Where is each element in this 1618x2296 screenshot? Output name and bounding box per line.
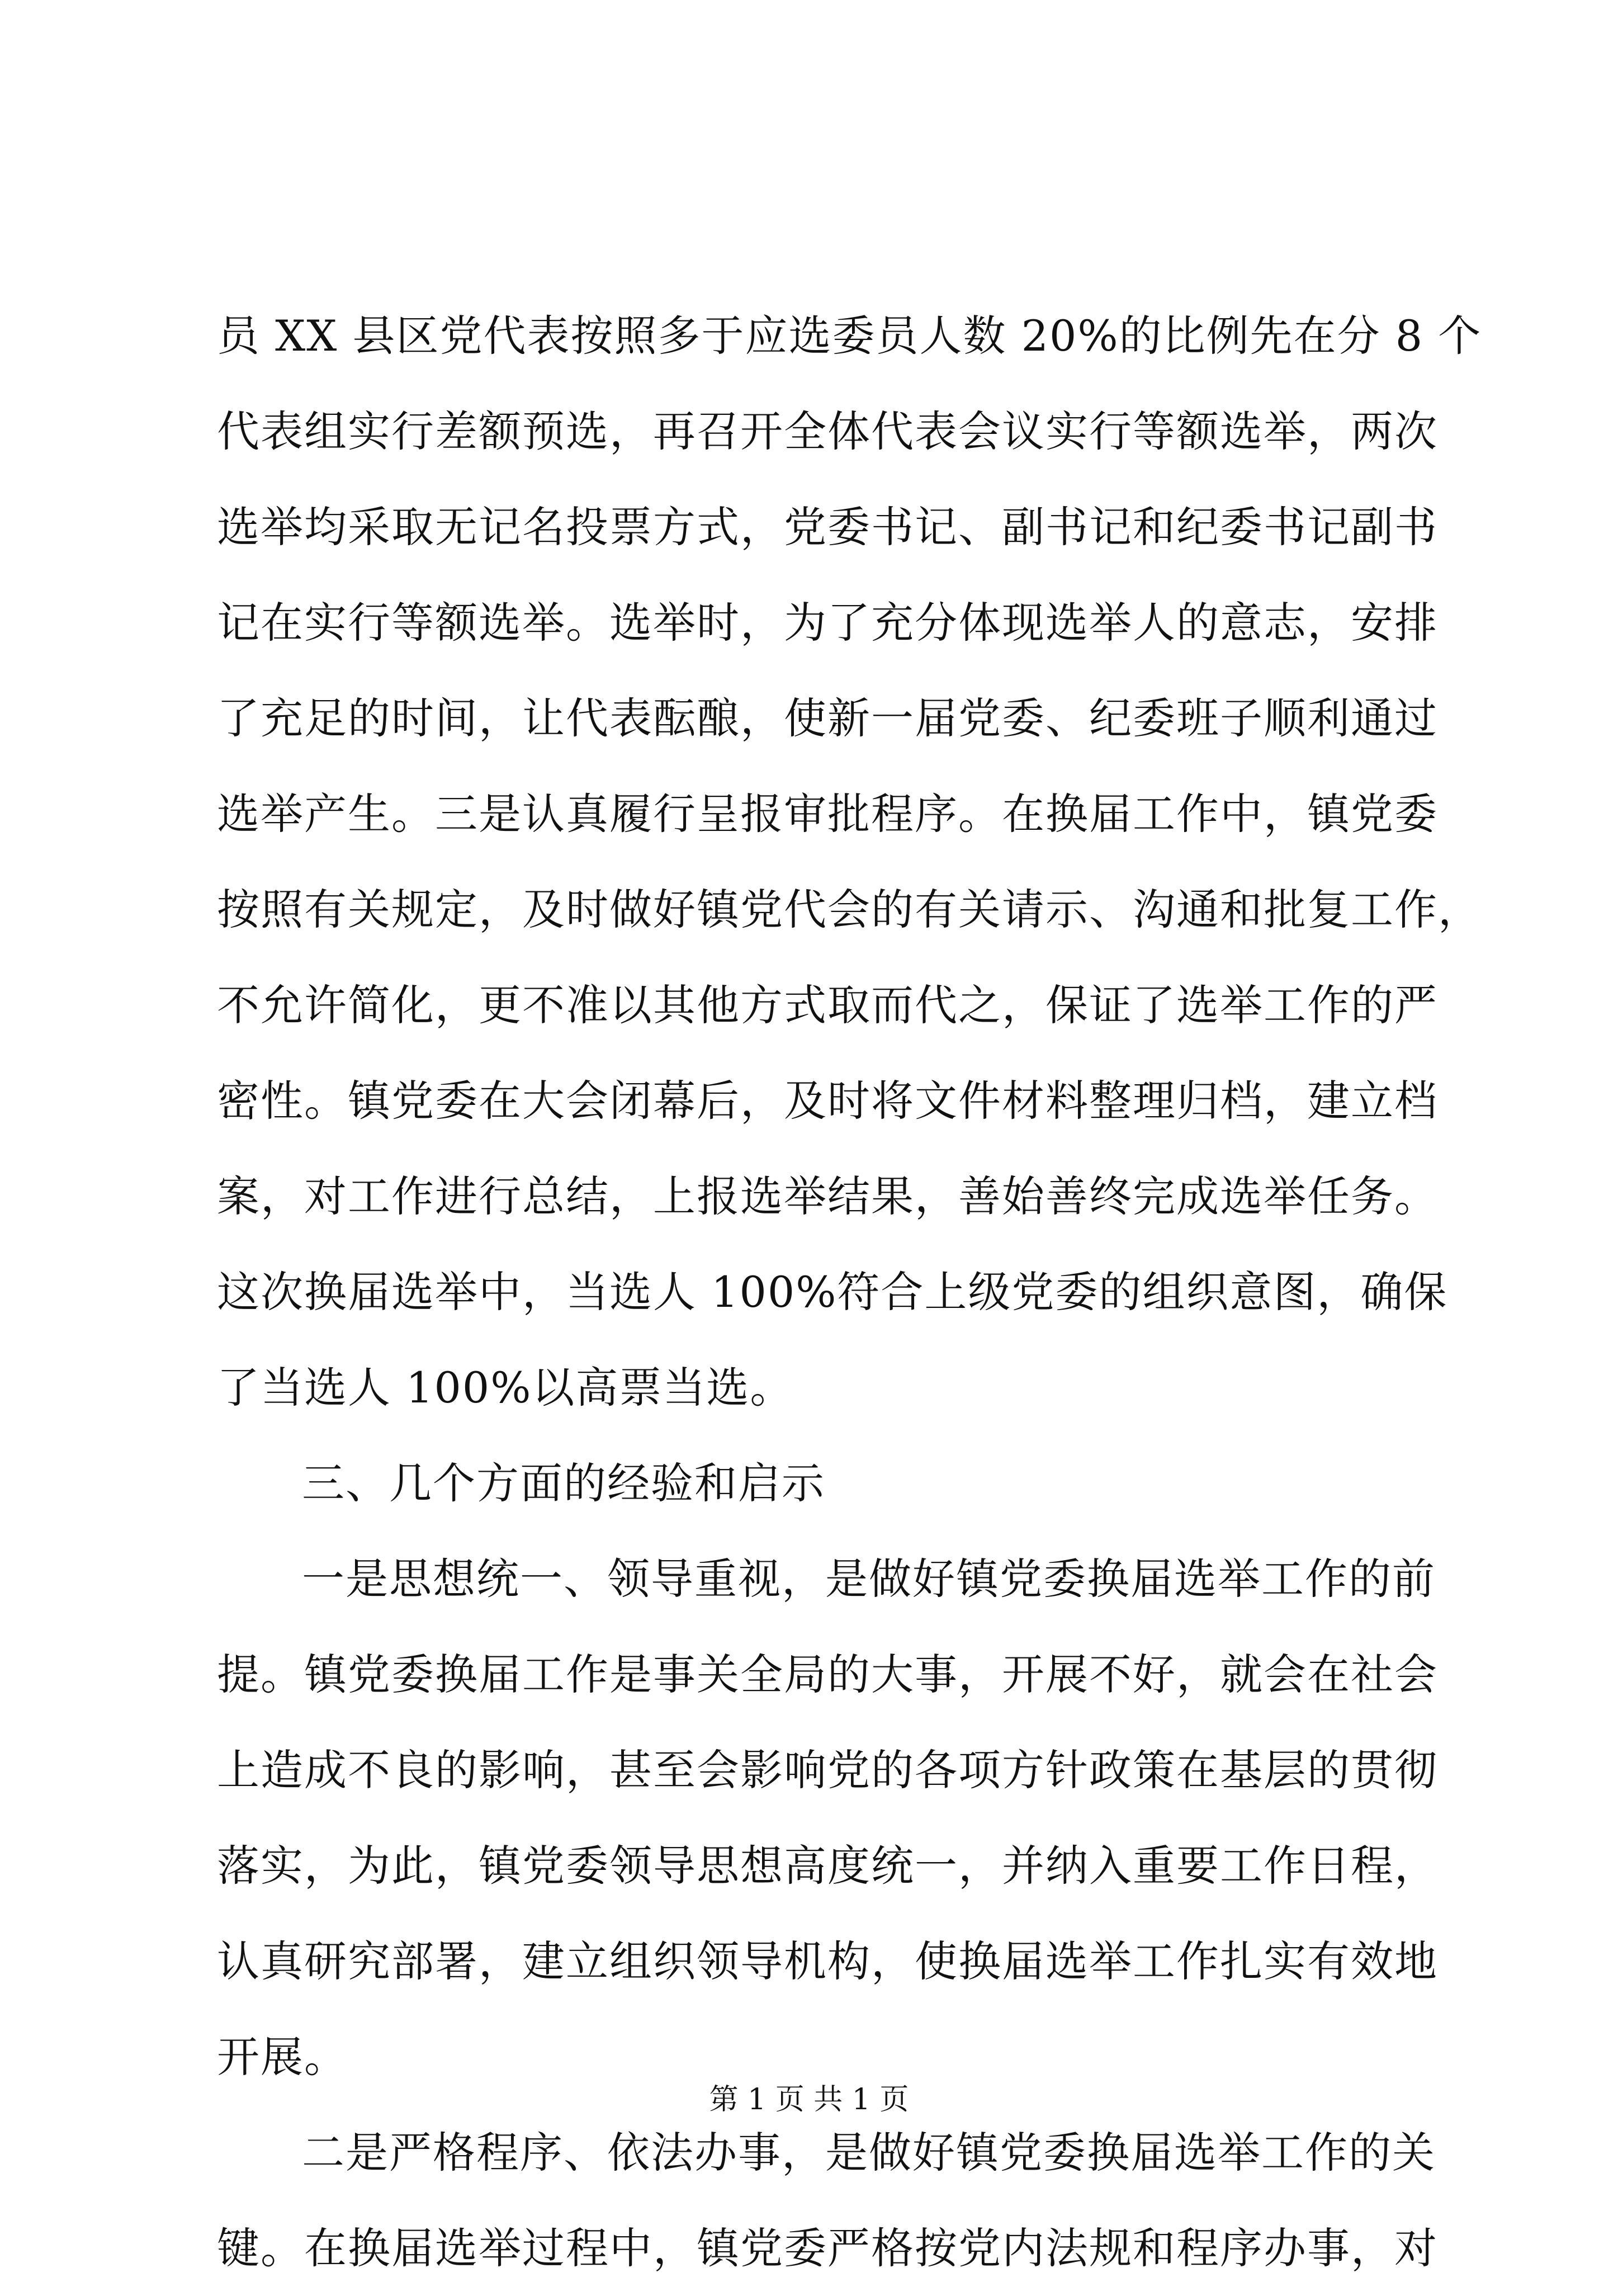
text-line: 员 XX 县区党代表按照多于应选委员人数 20%的比例先在分 8 个 — [217, 311, 1482, 361]
paragraph-first-line: 二是严格程序、依法办事，是做好镇党委换届选举工作的关 — [302, 2128, 1436, 2177]
text-line: 了充足的时间，让代表酝酿，使新一届党委、纪委班子顺利通过 — [217, 693, 1438, 743]
text-line: 上造成不良的影响，甚至会影响党的各项方针政策在基层的贯彻 — [217, 1745, 1438, 1795]
paragraph-first-line: 一是思想统一、领导重视，是做好镇党委换届选举工作的前 — [302, 1554, 1436, 1604]
document-body — [217, 288, 1482, 2296]
text-line: 选举产生。三是认真履行呈报审批程序。在换届工作中，镇党委 — [217, 789, 1438, 839]
text-line: 认真研究部署，建立组织领导机构，使换届选举工作扎实有效地 — [217, 1936, 1438, 1986]
text-line: 不允许简化，更不准以其他方式取而代之，保证了选举工作的严 — [217, 980, 1438, 1030]
text-line: 按照有关规定，及时做好镇党代会的有关请示、沟通和批复工作， — [217, 885, 1482, 934]
text-line: 选举均采取无记名投票方式，党委书记、副书记和纪委书记副书 — [217, 502, 1438, 552]
page-number: 第 1 页 共 1 页 — [709, 2083, 909, 2117]
text-line: 密性。镇党委在大会闭幕后，及时将文件材料整理归档，建立档 — [217, 1076, 1438, 1126]
page-footer — [0, 2080, 1618, 2119]
text-line: 键。在换届选举过程中，镇党委严格按党内法规和程序办事，对 — [217, 2223, 1438, 2273]
text-line: 了当选人 100%以高票当选。 — [217, 1363, 794, 1412]
text-line: 案，对工作进行总结，上报选举结果，善始善终完成选举任务。 — [217, 1171, 1438, 1221]
text-line: 提。镇党委换届工作是事关全局的大事，开展不好，就会在社会 — [217, 1650, 1438, 1699]
text-line: 这次换届选举中，当选人 100%符合上级党委的组织意图，确保 — [217, 1267, 1448, 1317]
text-line: 开展。 — [217, 2032, 348, 2082]
text-line: 落实，为此，镇党委领导思想高度统一，并纳入重要工作日程， — [217, 1841, 1438, 1891]
section-heading: 三、几个方面的经验和启示 — [302, 1458, 825, 1508]
text-line: 代表组实行差额预选，再召开全体代表会议实行等额选举，两次 — [217, 407, 1438, 456]
text-line: 记在实行等额选举。选举时，为了充分体现选举人的意志，安排 — [217, 598, 1438, 648]
